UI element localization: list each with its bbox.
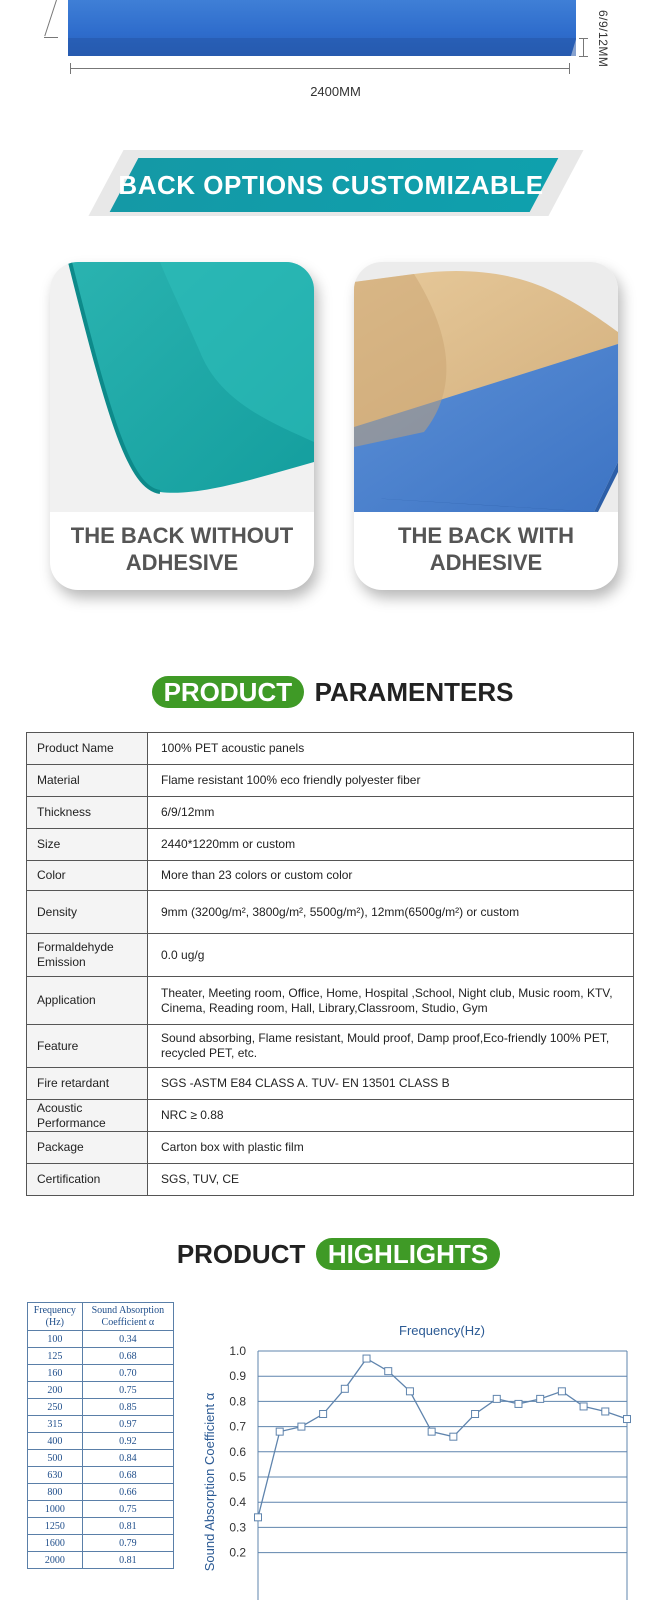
y-tick-label: 0.3 xyxy=(229,1520,246,1535)
data-point xyxy=(276,1428,283,1435)
heading-highlight-pill: PRODUCT xyxy=(152,676,305,708)
parameter-value: More than 23 colors or custom color xyxy=(148,861,634,891)
parameter-row xyxy=(27,1068,634,1100)
data-point xyxy=(624,1416,631,1423)
frequency-cell: 315 xyxy=(28,1416,83,1433)
absorption-row xyxy=(28,1518,174,1535)
coefficient-cell: 0.85 xyxy=(82,1399,173,1416)
heading-word: PRODUCT xyxy=(176,1239,306,1269)
absorption-coefficient-chart xyxy=(190,1312,650,1600)
panel-edge-shading xyxy=(68,38,576,56)
data-point xyxy=(537,1395,544,1402)
coefficient-cell: 0.66 xyxy=(82,1484,173,1501)
y-tick-label: 0.9 xyxy=(229,1369,246,1384)
thickness-dimension-line xyxy=(583,38,584,56)
data-point xyxy=(493,1395,500,1402)
y-tick-label: 0.4 xyxy=(229,1495,246,1510)
parameter-key: Density xyxy=(27,891,148,934)
data-point xyxy=(580,1403,587,1410)
parameter-value: Flame resistant 100% eco friendly polyester fiber xyxy=(148,765,634,797)
caption-line-2: ADHESIVE xyxy=(125,550,239,575)
parameter-row xyxy=(27,1132,634,1164)
parameter-value: 2440*1220mm or custom xyxy=(148,829,634,861)
y-axis-label: Sound Absorption Coefficient α xyxy=(202,1392,217,1572)
parameter-value: 0.0 ug/g xyxy=(148,934,634,977)
heading-highlight-pill: HIGHLIGHTS xyxy=(316,1238,500,1270)
coefficient-cell: 0.75 xyxy=(82,1501,173,1518)
felt-with-adhesive-photo xyxy=(354,262,618,512)
frequency-cell: 630 xyxy=(28,1467,83,1484)
sound-absorption-table xyxy=(27,1302,174,1569)
parameter-key: Certification xyxy=(27,1164,148,1196)
absorption-row xyxy=(28,1331,174,1348)
caption-line-1: THE BACK WITHOUT xyxy=(70,523,294,548)
series-line xyxy=(258,1359,627,1518)
data-point xyxy=(428,1428,435,1435)
chart-title: Frequency(Hz) xyxy=(399,1323,485,1338)
caption-back-without-adhesive xyxy=(50,522,314,576)
parameter-row xyxy=(27,977,634,1025)
parameter-row xyxy=(27,1100,634,1132)
caption-back-with-adhesive xyxy=(354,522,618,576)
coefficient-cell: 0.84 xyxy=(82,1450,173,1467)
coefficient-cell: 0.68 xyxy=(82,1348,173,1365)
data-point xyxy=(602,1408,609,1415)
card-back-without-adhesive xyxy=(50,262,314,590)
length-tick-right xyxy=(569,63,570,74)
frequency-cell: 250 xyxy=(28,1399,83,1416)
coefficient-cell: 0.34 xyxy=(82,1331,173,1348)
parameter-key: Application xyxy=(27,977,148,1025)
frequency-cell: 1000 xyxy=(28,1501,83,1518)
coefficient-cell: 0.81 xyxy=(82,1518,173,1535)
absorption-row xyxy=(28,1484,174,1501)
product-parameters-heading xyxy=(0,676,671,716)
absorption-row xyxy=(28,1467,174,1484)
absorption-row xyxy=(28,1433,174,1450)
parameter-key: Fire retardant xyxy=(27,1068,148,1100)
y-tick-label: 1.0 xyxy=(229,1344,246,1358)
absorption-row xyxy=(28,1535,174,1552)
panel-dimension-drawing xyxy=(0,0,671,110)
parameter-key: Formaldehyde Emission xyxy=(27,934,148,977)
frequency-cell: 200 xyxy=(28,1382,83,1399)
parameter-row xyxy=(27,1164,634,1196)
parameter-value: 9mm (3200g/m², 3800g/m², 5500g/m²), 12mm(6500g/m²) or custom xyxy=(148,891,634,934)
parameter-value: Theater, Meeting room, Office, Home, Hospital ,School, Night club, Music room, KTV, Cinema, Reading room, Hall, Library,Classroom, Studio, Gym xyxy=(148,977,634,1025)
coefficient-cell: 0.79 xyxy=(82,1535,173,1552)
y-tick-label: 0.2 xyxy=(229,1545,246,1560)
product-highlights-heading xyxy=(0,1238,671,1278)
caption-line-1: THE BACK WITH xyxy=(398,523,574,548)
absorption-row xyxy=(28,1348,174,1365)
frequency-cell: 500 xyxy=(28,1450,83,1467)
thickness-label: 6/9/12MM xyxy=(596,10,610,68)
absorption-row xyxy=(28,1501,174,1518)
frequency-cell: 400 xyxy=(28,1433,83,1450)
parameter-value: NRC ≥ 0.88 xyxy=(148,1100,634,1132)
heading-word: PARAMENTERS xyxy=(314,677,514,707)
parameter-key: Feature xyxy=(27,1025,148,1068)
parameter-key: Package xyxy=(27,1132,148,1164)
caption-line-2: ADHESIVE xyxy=(429,550,543,575)
parameter-value: Carton box with plastic film xyxy=(148,1132,634,1164)
parameter-value: Sound absorbing, Flame resistant, Mould proof, Damp proof,Eco-friendly 100% PET, recycled PET, etc. xyxy=(148,1025,634,1068)
data-point xyxy=(450,1433,457,1440)
absorption-row xyxy=(28,1382,174,1399)
parameter-row xyxy=(27,797,634,829)
length-tick-left xyxy=(70,63,71,74)
data-point xyxy=(515,1400,522,1407)
product-parameters-table xyxy=(26,732,634,1196)
parameter-row xyxy=(27,861,634,891)
parameter-value: 6/9/12mm xyxy=(148,797,634,829)
absorption-row xyxy=(28,1365,174,1382)
parameter-key: Acoustic Performance xyxy=(27,1100,148,1132)
absorption-row xyxy=(28,1450,174,1467)
data-point xyxy=(363,1355,370,1362)
data-point xyxy=(558,1388,565,1395)
data-point xyxy=(406,1388,413,1395)
data-point xyxy=(298,1423,305,1430)
frequency-cell: 100 xyxy=(28,1331,83,1348)
frequency-cell: 160 xyxy=(28,1365,83,1382)
data-point xyxy=(255,1514,262,1521)
frequency-cell: 125 xyxy=(28,1348,83,1365)
data-point xyxy=(472,1411,479,1418)
data-point xyxy=(320,1411,327,1418)
absorption-row xyxy=(28,1552,174,1569)
y-tick-label: 0.6 xyxy=(229,1444,246,1459)
parameter-value: SGS -ASTM E84 CLASS A. TUV- EN 13501 CLASS B xyxy=(148,1068,634,1100)
back-options-title: BACK OPTIONS CUSTOMIZABLE xyxy=(118,170,544,200)
parameter-key: Thickness xyxy=(27,797,148,829)
chart-canvas xyxy=(190,1312,650,1600)
coefficient-cell: 0.68 xyxy=(82,1467,173,1484)
coefficient-cell: 0.97 xyxy=(82,1416,173,1433)
coefficient-cell: 0.75 xyxy=(82,1382,173,1399)
parameter-key: Product Name xyxy=(27,733,148,765)
data-point xyxy=(341,1385,348,1392)
felt-without-adhesive-photo xyxy=(50,262,314,512)
parameter-value: SGS, TUV, CE xyxy=(148,1164,634,1196)
parameter-row xyxy=(27,934,634,977)
y-tick-label: 0.5 xyxy=(229,1470,246,1484)
coefficient-cell: 0.70 xyxy=(82,1365,173,1382)
card-back-with-adhesive xyxy=(354,262,618,590)
parameter-row xyxy=(27,1025,634,1068)
absorption-row xyxy=(28,1416,174,1433)
parameter-key: Color xyxy=(27,861,148,891)
absorption-row xyxy=(28,1399,174,1416)
back-options-banner xyxy=(96,150,566,220)
frequency-cell: 2000 xyxy=(28,1552,83,1569)
left-leader-tick xyxy=(44,37,58,38)
coefficient-cell: 0.92 xyxy=(82,1433,173,1450)
y-tick-label: 0.8 xyxy=(229,1394,246,1409)
left-leader-line xyxy=(44,0,57,36)
data-point xyxy=(385,1368,392,1375)
parameter-row xyxy=(27,765,634,797)
parameter-key: Size xyxy=(27,829,148,861)
parameter-row xyxy=(27,891,634,934)
parameter-row xyxy=(27,829,634,861)
coefficient-cell: 0.81 xyxy=(82,1552,173,1569)
parameter-value: 100% PET acoustic panels xyxy=(148,733,634,765)
y-tick-label: 0.7 xyxy=(229,1419,246,1434)
length-label: 2400MM xyxy=(310,84,361,99)
frequency-cell: 1600 xyxy=(28,1535,83,1552)
length-dimension-line xyxy=(70,68,570,69)
parameter-row xyxy=(27,733,634,765)
frequency-cell: 1250 xyxy=(28,1518,83,1535)
frequency-cell: 800 xyxy=(28,1484,83,1501)
frequency-column-header: Frequency (Hz) xyxy=(28,1303,83,1331)
parameter-key: Material xyxy=(27,765,148,797)
coefficient-column-header: Sound Absorption Coefficient α xyxy=(82,1303,173,1331)
